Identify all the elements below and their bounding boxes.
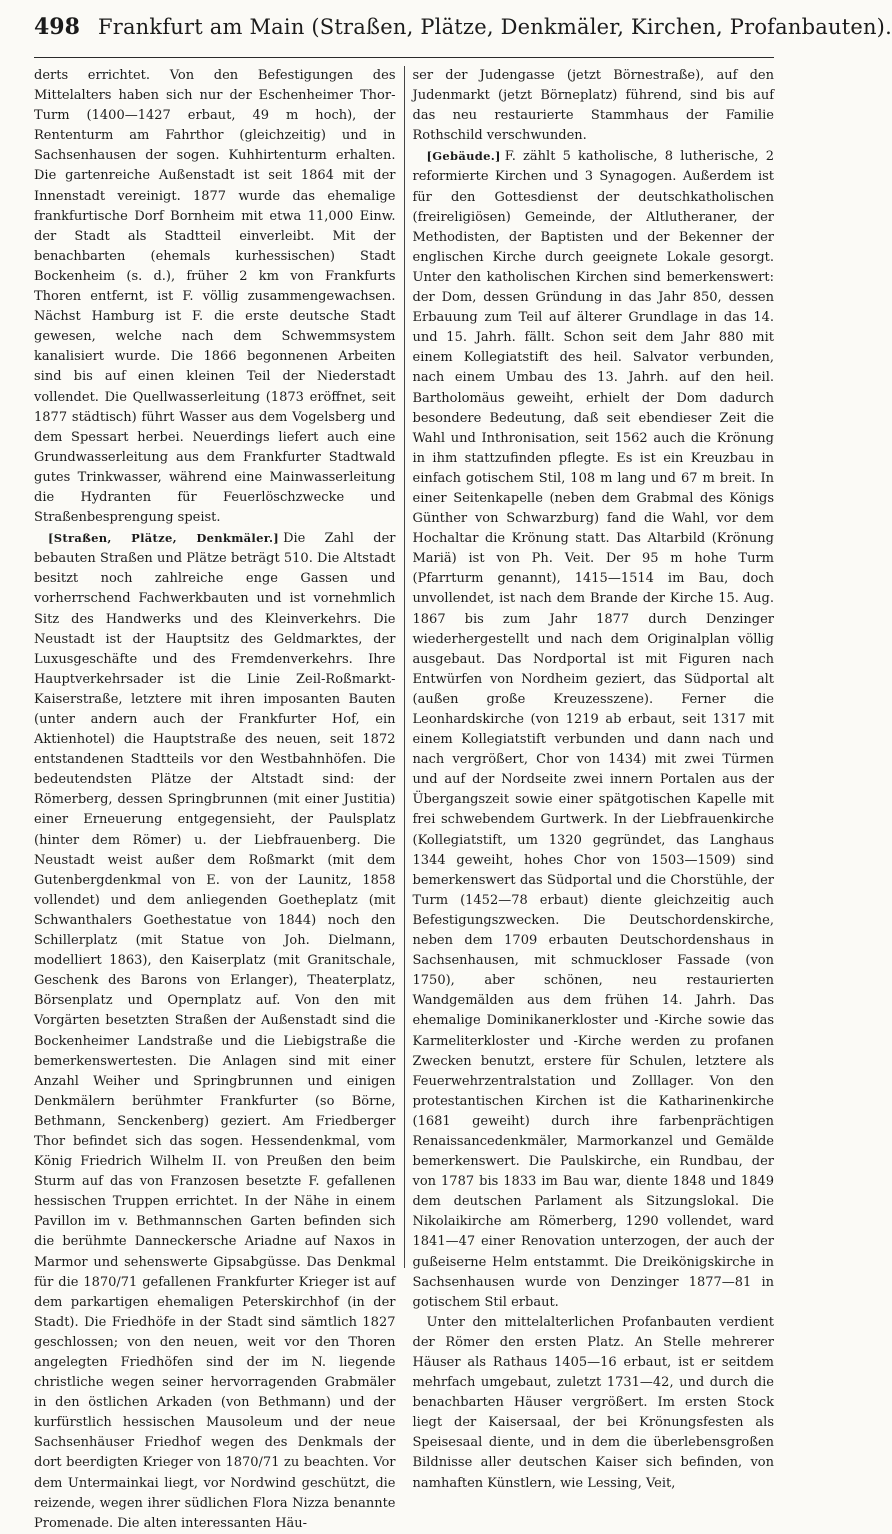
column-divider: [404, 66, 405, 1268]
paragraph: derts errichtet. Von den Befestigungen des Mittelalters haben sich nur der Eschenheimer Thor-Turm (1400—1427 erbaut, 49 m hoch), der Rententurm am Fahrthor (gleichzeitig) und in Sachsenhausen der sogen. Kuhhirtenturm erhalten. Die gartenreiche Außenstadt ist seit 1864 mit der Innenstadt vereinigt. 1877 wurde das ehemalige frankfurtische Dorf Bornheim mit etwa 11,000 Einw. der Stadt als Stadtteil einverleibt. Mit der benachbarten (ehemals kurhessischen) Stadt Bockenheim (s. d.), früher 2 km von Frankfurts Thoren entfernt, ist F. völlig zusammengewachsen. Nächst Hamburg ist F. die erste deutsche Stadt gewesen, welche nach dem Schwemmsystem kanalisiert wurde. Die 1866 begonnenen Arbeiten sind bis auf einen kleinen Teil der Niederstadt vollendet. Die Quellwasserleitung (1873 eröffnet, seit 1877 städtisch) führt Wasser aus dem Vogelsberg und dem Spessart herbei. Neuerdings liefert auch eine Grundwasserleitung aus dem Frankfurter Stadtwald gutes Trinkwasser, während eine Mainwasserleitung die Hydranten für Feuerlöschzwecke und Straßenbesprengung speist.: [34, 68, 396, 526]
section-label-buildings: [Gebäude.]: [426, 149, 501, 164]
section-text-streets: Die Zahl der bebauten Straßen und Plätze beträgt 510. Die Altstadt besitzt noch zahlreiche enge Gassen und vorherrschend Fachwerkbauten und ist vornehmlich Sitz des Handwerks und des Kleinverkehrs. Die Neustadt ist der Hauptsitz des Geldmarktes, der Luxusgeschäfte und des Fremdenverkehrs. Ihre Hauptverkehrsader ist die Linie Zeil-Roßmarkt-Kaiserstraße, letztere mit ihren imposanten Bauten (unter andern auch der Frankfurter Hof, ein Aktienhotel) die Hauptstraße des neuen, seit 1872 entstandenen Stadtteils vor den Westbahnhöfen. Die bedeutendsten Plätze der Altstadt sind: der Römerberg, dessen Springbrunnen (mit einer Justitia) einer Erneuerung entgegensieht, der Paulsplatz (hinter dem Römer) u. der Liebfrauenberg. Die Neustadt weist außer dem Roßmarkt (mit dem Gutenbergdenkmal von E. von der Launitz, 1858 vollendet) und dem anliegenden Goetheplatz (mit Schwanthalers Goethestatue von 1844) noch den Schillerplatz (mit Statue von Joh. Dielmann, modelliert 1863), den Kaiserplatz (mit Granitschale, Geschenk des Barons von Erlanger), Theaterplatz, Börsenplatz und Opernplatz auf. Von den mit Vorgärten besetzten Straßen der Außenstadt sind die Bockenheimer Landstraße und die Liebigstraße die bemerkenswertesten. Die Anlagen sind mit einer Anzahl Weiher und Springbrunnen und einigen Denkmälern berühmter Frankfurter (so Börne, Bethmann, Senckenberg) geziert. Am Friedberger Thor befindet sich das sogen. Hessendenkmal, vom König Friedrich Wilhelm II. von Preußen den beim Sturm auf das von Franzosen besetzte F. gefallenen hessischen Truppen errichtet. In der Nähe in einem Pavillon im v. Bethmannschen Garten befinden sich die berühmte Danneckersche Ariadne auf Naxos in Marmor und sehenswerte Gipsabgüsse. Das Denkmal für die 1870/71 gefallenen Frankfurter Krieger ist auf dem parkartigen ehemaligen Peterskirchhof (in der Stadt). Die Friedhöfe in der Stadt sind sämtlich 1827 geschlossen; von den neuen, weit vor den Thoren angelegten Friedhöfen sind der im N. liegende christliche wegen seiner hervorragenden Grabmäler in den östlichen Arkaden (von Bethmann) und der kurfürstlich hessischen Mausoleum und der neue Sachsenhäuser Friedhof wegen des Denkmals der dort beerdigten Krieger von 1870/71 zu beachten. Vor dem Untermainkai liegt, vor Nordwind geschützt, die reizende, wegen ihrer südlichen Flora Nizza benannte Promenade. Die alten interessanten Häu-: [34, 531, 396, 1531]
section-label-streets: [Straßen, Plätze, Denkmäler.]: [48, 531, 280, 546]
paragraph-buildings: [413, 146, 775, 1312]
text-columns: [34, 58, 774, 1531]
paragraph-profane-buildings: Unter den mittelalterlichen Profanbauten verdient der Römer den ersten Platz. An Stelle mehrerer Häuser als Rathaus 1405—16 erbaut, ist er seitdem mehrfach umgebaut, zuletzt 1731—42, und durch die benachbarten Häuser vergrößert. Im ersten Stock liegt der Kaisersaal, der bei Krönungsfesten als Speisesaal diente, und in dem die überlebensgroßen Bildnisse aller deutschen Kaiser sich befinden, von namhaften Künstlern, wie Lessing, Veit,: [412, 1314, 774, 1491]
paragraph: ser der Judengasse (jetzt Börnestraße), auf den Judenmarkt (jetzt Börneplatz) führend, sind bis auf das neu restaurierte Stammhaus der Familie Rothschild verschwunden.: [412, 68, 774, 144]
right-column: [412, 66, 775, 1491]
section-text-buildings: F. zählt 5 katholische, 8 lutherische, 2 reformierte Kirchen und 3 Synagogen. Außerdem ist für den Gottesdienst der deutschkatholischen (freireligiösen) Gemeinde, der Altlutheraner, der Methodisten, der Baptisten und der Bekenner der englischen Kirche durch geeignete Lokale gesorgt. Unter den katholischen Kirchen sind bemerkenswert: der Dom, dessen Gründung in das Jahr 850, dessen Erbauung zum Teil auf älterer Grundlage in das 14. und 15. Jahrh. fällt. Schon seit dem Jahr 880 mit einem Kollegiatstift des heil. Salvator verbunden, nach einem Umbau des 13. Jahrh. auf den heil. Bartholomäus geweiht, erhielt der Dom dadurch besondere Bedeutung, daß seit ebendieser Zeit die Wahl und Inthronisation, seit 1562 auch die Krönung in ihm stattzufinden pflegte. Es ist ein Kreuzbau in einfach gotischem Stil, 108 m lang und 67 m breit. In einer Seitenkapelle (neben dem Grabmal des Königs Günther von Schwarzburg) fand die Wahl, vor dem Hochaltar die Krönung statt. Das Altarbild (Krönung Mariä) ist von Ph. Veit. Der 95 m hohe Turm (Pfarrturm genannt), 1415—1514 im Bau, doch unvollendet, ist nach dem Brande der Kirche 15. Aug. 1867 bis zum Jahr 1877 durch Denzinger wiederhergestellt und nach dem Originalplan völlig ausgebaut. Das Nordportal ist mit Figuren nach Entwürfen von Nordheim geziert, das Südportal alt (außen große Kreuzesszene). Ferner die Leonhardskirche (von 1219 ab erbaut, seit 1317 mit einem Kollegiatstift verbunden und dann nach und nach vergrößert, Chor von 1434) mit zwei Türmen und auf der Nordseite zwei innern Portalen aus der Übergangszeit sowie einer spätgotischen Kapelle mit frei schwebendem Gurtwerk. In der Liebfrauenkirche (Kollegiatstift, um 1320 gegründet, das Langhaus 1344 geweiht, hohes Chor von 1503—1509) sind bemerkenswert das Südportal und die Chorstühle, der Turm (1452—78 erbaut) diente gleichzeitig auch Befestigungszwecken. Die Deutschordenskirche, neben dem 1709 erbauten Deutschordenshaus in Sachsenhausen, mit schmuckloser Fassade (von 1750), aber schönen, neu restaurierten Wandgemälden aus dem frühen 14. Jahrh. Das ehemalige Dominikanerkloster und -Kirche sowie das Karmeliterkloster und -Kirche werden zu profanen Zwecken benutzt, erstere für Schulen, letztere als Feuerwehrzentralstation und Zolllager. Von den protestantischen Kirchen ist die Katharinenkirche (1681 geweiht) durch ihre farbenprächtigen Renaissancedenkmäler, Marmorkanzel und Gemälde bemerkenswert. Die Paulskirche, ein Rundbau, der von 1787 bis 1833 im Bau war, diente 1848 und 1849 dem deutschen Parlament als Sitzungslokal. Die Nikolaikirche am Römerberg, 1290 vollendet, ward 1841—47 einer Renovation unterzogen, der auch der gußeiserne Helm entstammt. Die Dreikönigskirche in Sachsenhausen wurde von Denzinger 1877—81 in gotischem Stil erbaut.: [412, 149, 774, 1310]
paragraph-streets: [34, 528, 396, 1534]
running-title: Frankfurt am Main (Straßen, Plätze, Denkmäler, Kirchen, Profanbauten).: [97, 15, 892, 39]
left-column: [34, 66, 396, 1531]
page-number: 498: [34, 14, 80, 40]
running-head: [34, 14, 892, 58]
